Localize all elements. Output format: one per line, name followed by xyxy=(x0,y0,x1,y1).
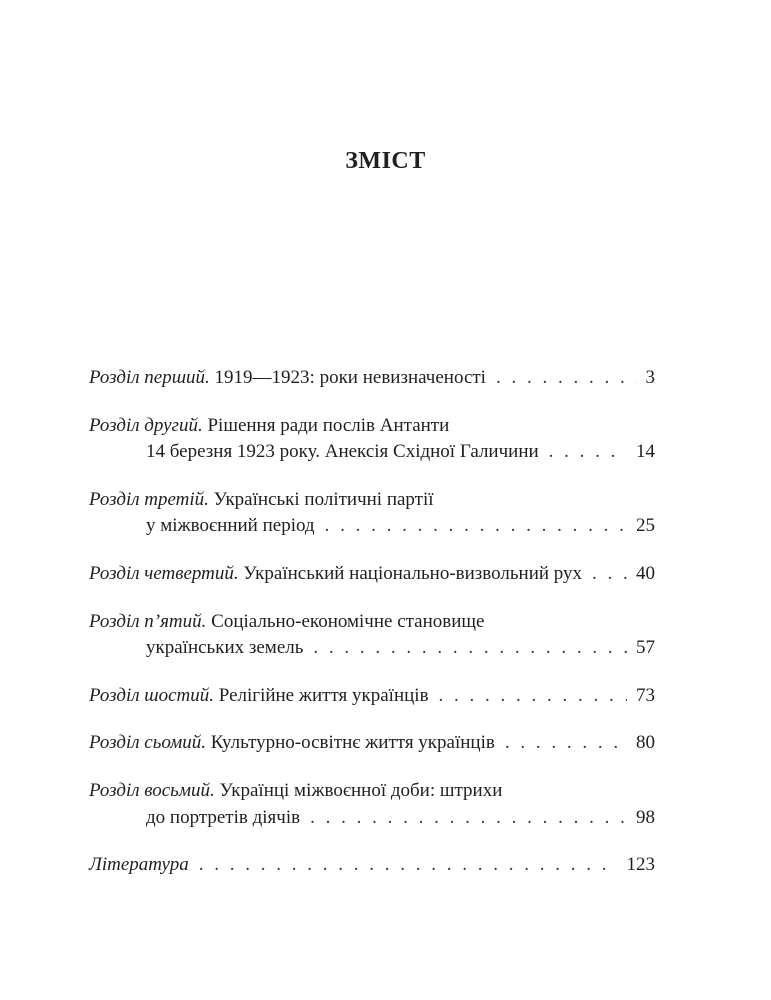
chapter-title-continued: у міжвоєнний період xyxy=(146,515,315,537)
toc-entry-6 xyxy=(89,683,655,710)
chapter-label: Розділ четвертий. xyxy=(89,562,239,584)
bibliography-label: Література xyxy=(89,854,189,876)
dot-leader xyxy=(496,365,637,392)
dot-leader xyxy=(549,439,627,466)
chapter-title-continued: українських земель xyxy=(146,637,304,659)
toc-entry-2 xyxy=(89,413,655,466)
page-number: 25 xyxy=(636,515,655,537)
page-number: 3 xyxy=(645,367,655,388)
page-number: 40 xyxy=(636,562,655,584)
chapter-title: Соціально-економічне становище xyxy=(211,610,485,632)
page-number: 14 xyxy=(636,441,655,463)
chapter-label: Розділ восьмий. xyxy=(89,779,215,801)
dot-leader xyxy=(325,513,627,540)
chapter-label: Розділ перший. xyxy=(89,367,210,388)
page-number: 57 xyxy=(636,637,655,659)
chapter-title: Українці міжвоєнної доби: штрихи xyxy=(219,779,503,801)
chapter-title: Релігійне життя українців xyxy=(218,684,429,706)
chapter-label: Розділ третій. xyxy=(89,488,209,510)
table-of-contents xyxy=(89,365,655,900)
toc-entry-8 xyxy=(89,778,655,831)
toc-entry-5 xyxy=(89,609,655,662)
chapter-title: Українські політичні партії xyxy=(213,488,434,510)
chapter-title: Український національно-визвольний рух xyxy=(243,562,583,584)
dot-leader xyxy=(592,561,627,588)
toc-entry-4 xyxy=(89,561,655,588)
page-title: ЗМІСТ xyxy=(345,148,426,174)
dot-leader xyxy=(310,805,627,832)
toc-entry-3 xyxy=(89,487,655,540)
chapter-title-continued: 14 березня 1923 року. Анексія Східної Галичини xyxy=(146,441,539,463)
dot-leader xyxy=(313,635,627,662)
chapter-title-continued: до портретів діячів xyxy=(146,806,301,828)
chapter-label: Розділ сьомий. xyxy=(89,732,206,754)
chapter-label: Розділ другий. xyxy=(89,414,203,436)
dot-leader xyxy=(439,683,627,710)
page-number: 80 xyxy=(636,732,655,754)
toc-entry-1 xyxy=(89,365,655,392)
toc-entry-bibliography xyxy=(89,852,655,879)
dot-leader xyxy=(505,730,627,757)
page-number: 98 xyxy=(636,806,655,828)
page-number: 73 xyxy=(636,684,655,706)
chapter-label: Розділ п’ятий. xyxy=(89,610,207,632)
chapter-title: Рішення ради послів Антанти xyxy=(207,414,450,436)
chapter-title: 1919—1923: роки невизначеності xyxy=(214,367,486,388)
page-number: 123 xyxy=(626,854,655,876)
chapter-label: Розділ шостий. xyxy=(89,684,215,706)
dot-leader xyxy=(199,852,618,879)
chapter-title: Культурно-освітнє життя українців xyxy=(210,732,495,754)
toc-entry-7 xyxy=(89,730,655,757)
